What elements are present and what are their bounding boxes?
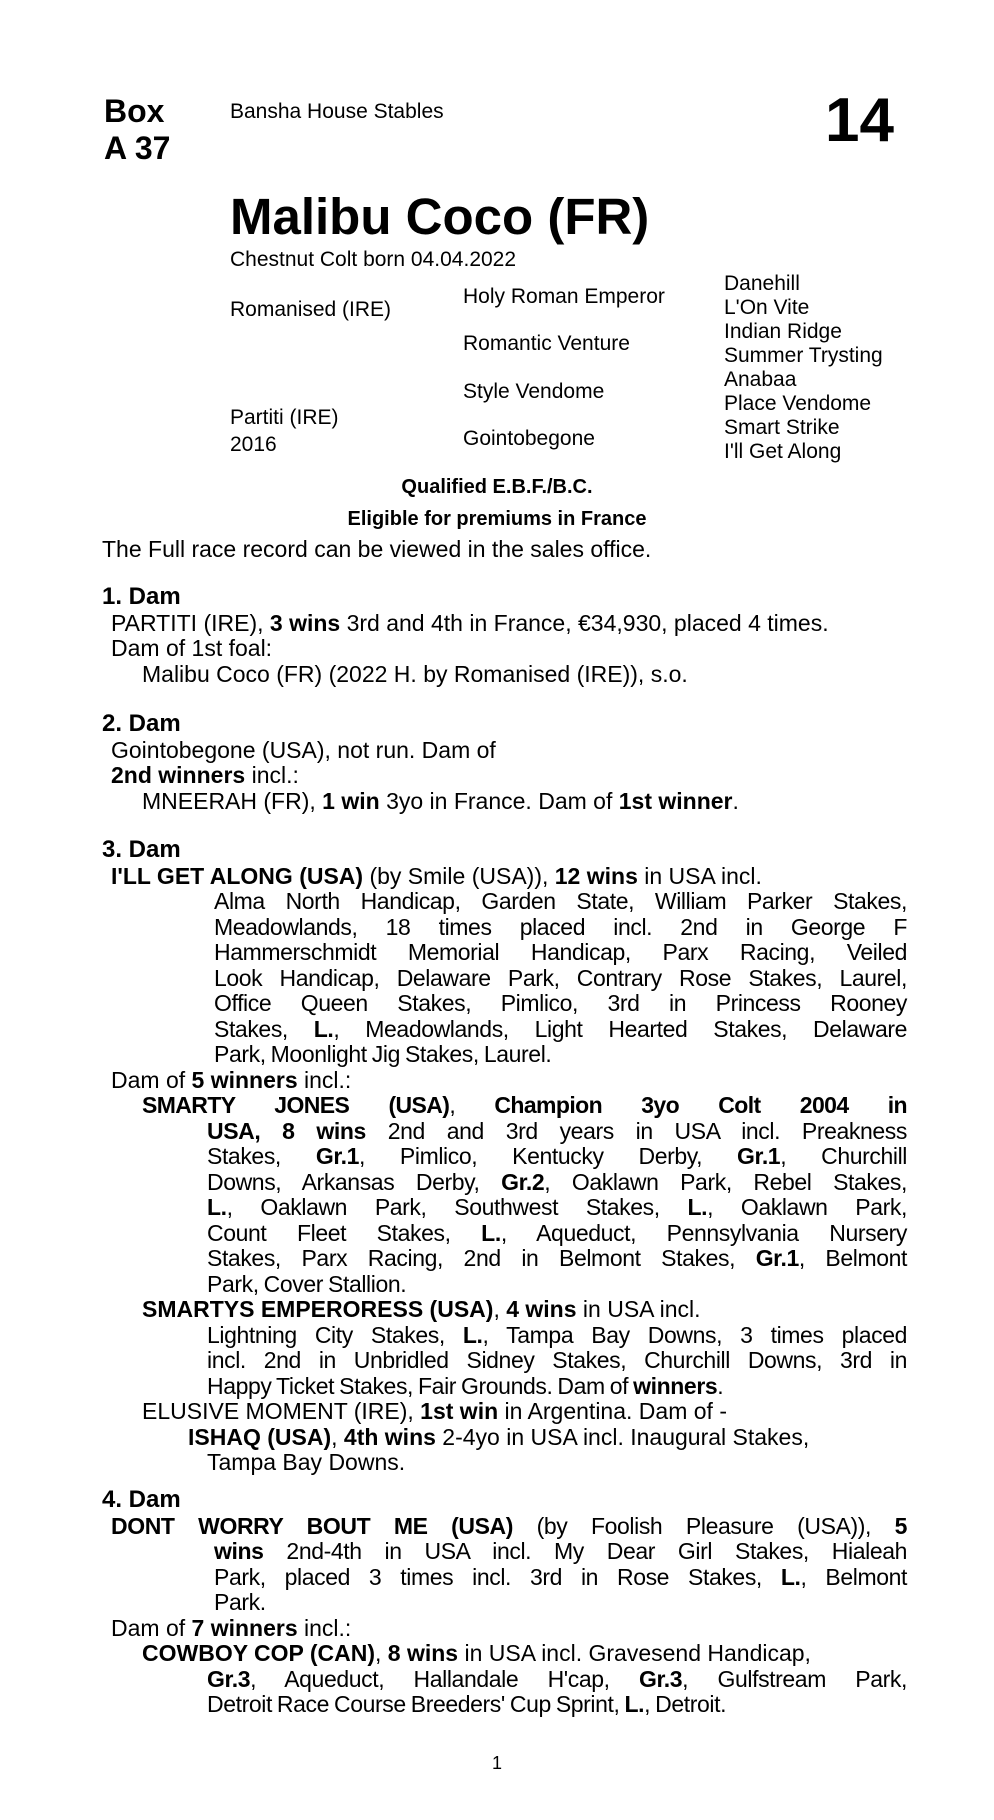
race-record-note: The Full race record can be viewed in the sales office. [102, 536, 652, 562]
box-label-text: Box [104, 93, 165, 129]
grand-progeny-line: ISHAQ (USA), 4th wins 2-4yo in USA incl. Inaugural Stakes, [188, 1423, 810, 1450]
first-dam-section [102, 584, 907, 687]
vendor-name: Bansha House Stables [230, 100, 444, 123]
pedigree-gen2: Style Vendome [463, 380, 605, 403]
page-number: 1 [491, 1753, 502, 1773]
dam-line: Gointobegone (USA), not run. Dam of [111, 736, 496, 763]
dam-of-line: Dam of 5 winners incl.: [111, 1066, 352, 1093]
pedigree-gen3: Anabaa [724, 368, 797, 391]
pedigree-gen3-list [724, 272, 883, 464]
box-number: A 37 [104, 130, 171, 166]
pedigree-sire: Romanised (IRE) [230, 298, 392, 321]
dam-line: Malibu Coco (FR) (2022 H. by Romanised (IRE)), s.o. [142, 660, 688, 687]
pedigree-gen3: Indian Ridge [724, 320, 842, 343]
dam-race-record: wins 2nd-4th in USA incl. My Dear Girl Stakes, Hialeah Park, placed 3 times incl. 3rd in Rose Stakes, L., Belmont Park. [214, 1538, 907, 1615]
pedigree-dam-year: 2016 [230, 433, 277, 456]
second-dam-section [102, 711, 907, 814]
dam-line: 2nd winners incl.: [111, 762, 299, 788]
dam-line: I'LL GET ALONG (USA) (by Smile (USA)), 12 wins in USA incl. [111, 862, 762, 889]
third-dam-section [102, 837, 907, 1476]
pedigree-gen2: Gointobegone [463, 427, 595, 450]
qualification-ebf: Qualified E.B.F./B.C. [401, 476, 593, 498]
pedigree-gen3: L'On Vite [724, 296, 810, 319]
pedigree-gen3: Smart Strike [724, 416, 840, 439]
progeny-line: ELUSIVE MOMENT (IRE), 1st win in Argentina. Dam of - [142, 1398, 727, 1424]
section-heading: 1. Dam [102, 583, 181, 610]
pedigree-gen3: Danehill [724, 272, 800, 295]
pedigree-dam: Partiti (IRE) [230, 406, 339, 429]
progeny-race-record: Lightning City Stakes, L., Tampa Bay Downs, 3 times placed incl. 2nd in Unbridled Sidney Stakes, Churchill Downs, 3rd in Happy Ticket Stakes, Fair Grounds. Dam of winners. [207, 1321, 907, 1399]
dam-line: Dam of 1st foal: [111, 635, 273, 661]
qualification-france: Eligible for premiums in France [347, 508, 647, 530]
progeny-line: COWBOY COP (CAN), 8 wins in USA incl. Gravesend Handicap, [142, 1640, 811, 1666]
dam-line: MNEERAH (FR), 1 win 3yo in France. Dam of 1st winner. [142, 787, 739, 814]
section-heading: 4. Dam [102, 1486, 181, 1513]
progeny-race-record: USA, 8 wins 2nd and 3rd years in USA incl. Preakness Stakes, Gr.1, Pimlico, Kentucky Derby, Gr.1, Churchill Downs, Arkansas Derby, Gr.2, Oaklawn Park, Rebel Stakes, L., Oaklawn Park, Southwest Stakes, L., Oaklawn Park, Count Fleet Stakes, L., Aqueduct, Pennsylvania Nursery Stakes, Parx Racing, 2nd in Belmont Stakes, Gr.1, Belmont Park, Cover Stallion. [207, 1117, 908, 1297]
dam-race-record: Alma North Handicap, Garden State, William Parker Stakes, Meadowlands, 18 times placed incl. 2nd in George F Hammerschmidt Memorial Handicap, Parx Racing, Veiled Look Handicap, Delaware Park, Contrary Rose Stakes, Laurel, Office Queen Stakes, Pimlico, 3rd in Princess Rooney Stakes, L., Meadowlands, Light Hearted Stakes, Delaware Park, Moonlight Jig Stakes, Laurel. [214, 888, 907, 1067]
progeny-line: SMARTYS EMPERORESS (USA), 4 wins in USA incl. [142, 1296, 701, 1322]
box-label [104, 93, 170, 167]
fourth-dam-section [102, 1487, 907, 1718]
horse-name: Malibu Coco (FR) [230, 188, 650, 245]
dam-of-line: Dam of 7 winners incl.: [111, 1614, 352, 1641]
pedigree-gen3: Summer Trysting [724, 344, 883, 367]
section-heading: 2. Dam [102, 710, 181, 737]
pedigree-gen3: I'll Get Along [724, 440, 842, 463]
lot-number: 14 [825, 86, 894, 155]
dam-line: DONT WORRY BOUT ME (USA) (by Foolish Pleasure (USA)), 5 [111, 1512, 907, 1539]
pedigree-gen3: Place Vendome [724, 392, 872, 415]
pedigree-gen2: Holy Roman Emperor [463, 285, 665, 308]
horse-description: Chestnut Colt born 04.04.2022 [230, 248, 517, 271]
section-heading: 3. Dam [102, 836, 181, 863]
pedigree-gen2: Romantic Venture [463, 332, 630, 355]
grand-progeny-race-record: Tampa Bay Downs. [207, 1449, 406, 1475]
progeny-race-record: Gr.3, Aqueduct, Hallandale H'cap, Gr.3, Gulfstream Park, Detroit Race Course Breeders' Cup Sprint, L., Detroit. [207, 1665, 907, 1717]
dam-line: PARTITI (IRE), 3 wins 3rd and 4th in France, €34,930, placed 4 times. [111, 609, 829, 636]
progeny-line: SMARTY JONES (USA), Champion 3yo Colt 2004 in [142, 1092, 907, 1118]
